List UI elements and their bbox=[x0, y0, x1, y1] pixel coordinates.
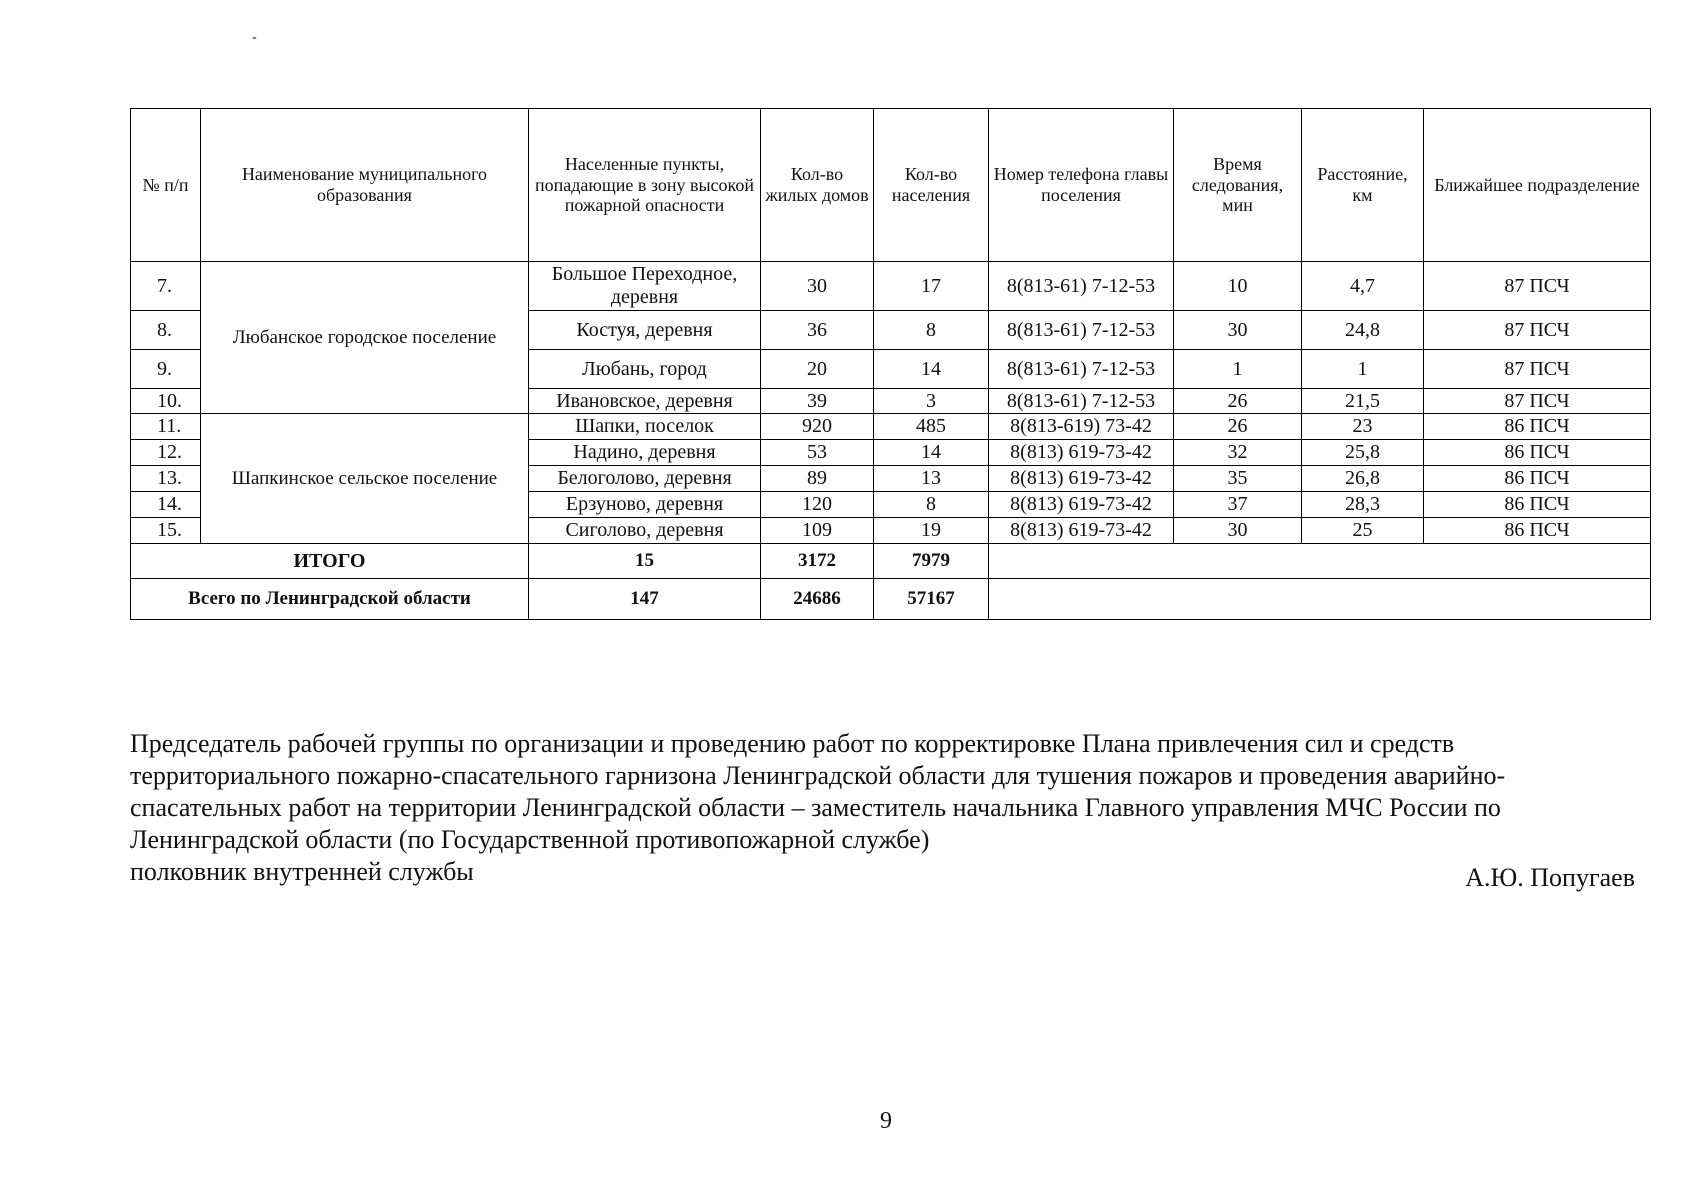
phone-cell: 8(813-61) 7-12-53 bbox=[989, 389, 1174, 414]
phone-cell: 8(813-61) 7-12-53 bbox=[989, 262, 1174, 311]
phone-cell: 8(813-619) 73-42 bbox=[989, 414, 1174, 440]
table-header-row bbox=[131, 109, 1651, 262]
distance-cell: 21,5 bbox=[1302, 389, 1424, 414]
row-num: 9. bbox=[131, 350, 201, 389]
distance-cell: 23 bbox=[1302, 414, 1424, 440]
total-empty bbox=[989, 544, 1651, 579]
row-num: 13. bbox=[131, 466, 201, 492]
population-cell: 8 bbox=[874, 311, 989, 350]
header-unit: Ближайшее подразделение bbox=[1424, 109, 1651, 262]
settlement-cell: Костуя, деревня bbox=[529, 311, 761, 350]
distance-cell: 25 bbox=[1302, 518, 1424, 544]
total-places: 15 bbox=[529, 544, 761, 579]
unit-cell: 86 ПСЧ bbox=[1424, 414, 1651, 440]
municipality-cell: Шапкинское сельское поселение bbox=[201, 414, 529, 544]
population-cell: 14 bbox=[874, 350, 989, 389]
header-phone: Номер телефона главы поселения bbox=[989, 109, 1174, 262]
row-num: 14. bbox=[131, 492, 201, 518]
time-cell: 26 bbox=[1174, 389, 1302, 414]
signatory-rank: полковник внутренней службы bbox=[130, 857, 474, 886]
settlement-cell: Ивановское, деревня bbox=[529, 389, 761, 414]
settlement-cell: Белоголово, деревня bbox=[529, 466, 761, 492]
time-cell: 30 bbox=[1174, 518, 1302, 544]
settlement-cell: Сиголово, деревня bbox=[529, 518, 761, 544]
fire-risk-table bbox=[130, 108, 1651, 620]
signatory-name: А.Ю. Попугаев bbox=[1465, 863, 1635, 892]
settlement-cell: Шапки, поселок bbox=[529, 414, 761, 440]
phone-cell: 8(813-61) 7-12-53 bbox=[989, 311, 1174, 350]
header-time: Время следования, мин bbox=[1174, 109, 1302, 262]
time-cell: 10 bbox=[1174, 262, 1302, 311]
unit-cell: 87 ПСЧ bbox=[1424, 350, 1651, 389]
region-total-houses: 24686 bbox=[761, 579, 874, 620]
settlement-cell: Большое Переходное, деревня bbox=[529, 262, 761, 311]
settlement-cell: Надино, деревня bbox=[529, 440, 761, 466]
distance-cell: 26,8 bbox=[1302, 466, 1424, 492]
unit-cell: 87 ПСЧ bbox=[1424, 262, 1651, 311]
houses-cell: 920 bbox=[761, 414, 874, 440]
time-cell: 26 bbox=[1174, 414, 1302, 440]
phone-cell: 8(813) 619-73-42 bbox=[989, 466, 1174, 492]
signature-line: Ленинградской области (по Государственной противопожарной службе) bbox=[130, 825, 930, 854]
row-num: 7. bbox=[131, 262, 201, 311]
time-cell: 37 bbox=[1174, 492, 1302, 518]
phone-cell: 8(813) 619-73-42 bbox=[989, 518, 1174, 544]
header-municipality: Наименование муниципального образования bbox=[201, 109, 529, 262]
unit-cell: 87 ПСЧ bbox=[1424, 311, 1651, 350]
population-cell: 3 bbox=[874, 389, 989, 414]
population-cell: 13 bbox=[874, 466, 989, 492]
distance-cell: 25,8 bbox=[1302, 440, 1424, 466]
population-cell: 19 bbox=[874, 518, 989, 544]
total-population: 7979 bbox=[874, 544, 989, 579]
unit-cell: 86 ПСЧ bbox=[1424, 492, 1651, 518]
time-cell: 1 bbox=[1174, 350, 1302, 389]
region-total-places: 147 bbox=[529, 579, 761, 620]
distance-cell: 28,3 bbox=[1302, 492, 1424, 518]
settlement-cell: Любань, город bbox=[529, 350, 761, 389]
row-num: 12. bbox=[131, 440, 201, 466]
unit-cell: 86 ПСЧ bbox=[1424, 518, 1651, 544]
header-num: № п/п bbox=[131, 109, 201, 262]
houses-cell: 20 bbox=[761, 350, 874, 389]
region-total-empty bbox=[989, 579, 1651, 620]
signature-block bbox=[130, 728, 1635, 856]
houses-cell: 120 bbox=[761, 492, 874, 518]
houses-cell: 30 bbox=[761, 262, 874, 311]
phone-cell: 8(813-61) 7-12-53 bbox=[989, 350, 1174, 389]
header-houses: Кол-во жилых домов bbox=[761, 109, 874, 262]
phone-cell: 8(813) 619-73-42 bbox=[989, 440, 1174, 466]
houses-cell: 36 bbox=[761, 311, 874, 350]
unit-cell: 86 ПСЧ bbox=[1424, 466, 1651, 492]
table-row bbox=[131, 262, 1651, 311]
time-cell: 30 bbox=[1174, 311, 1302, 350]
total-label: ИТОГО bbox=[131, 544, 529, 579]
houses-cell: 109 bbox=[761, 518, 874, 544]
houses-cell: 53 bbox=[761, 440, 874, 466]
header-distance: Расстояние, км bbox=[1302, 109, 1424, 262]
row-num: 11. bbox=[131, 414, 201, 440]
row-num: 15. bbox=[131, 518, 201, 544]
header-population: Кол-во населения bbox=[874, 109, 989, 262]
phone-cell: 8(813) 619-73-42 bbox=[989, 492, 1174, 518]
time-cell: 35 bbox=[1174, 466, 1302, 492]
houses-cell: 39 bbox=[761, 389, 874, 414]
row-num: 10. bbox=[131, 389, 201, 414]
signature-line: Председатель рабочей группы по организации и проведению работ по корректировке Плана привлечения сил и средств bbox=[130, 729, 1455, 758]
signature-line: территориального пожарно-спасательного гарнизона Ленинградской области для тушения пожаров и проведения аварийно- bbox=[130, 761, 1506, 790]
scan-mark: - bbox=[252, 30, 257, 45]
houses-cell: 89 bbox=[761, 466, 874, 492]
unit-cell: 86 ПСЧ bbox=[1424, 440, 1651, 466]
row-num: 8. bbox=[131, 311, 201, 350]
header-settlements: Населенные пункты, попадающие в зону высокой пожарной опасности bbox=[529, 109, 761, 262]
distance-cell: 24,8 bbox=[1302, 311, 1424, 350]
page-number: 9 bbox=[880, 1108, 892, 1134]
distance-cell: 1 bbox=[1302, 350, 1424, 389]
settlement-cell: Ерзуново, деревня bbox=[529, 492, 761, 518]
municipality-cell: Любанское городское поселение bbox=[201, 262, 529, 414]
population-cell: 8 bbox=[874, 492, 989, 518]
time-cell: 32 bbox=[1174, 440, 1302, 466]
table-row bbox=[131, 414, 1651, 440]
region-total-population: 57167 bbox=[874, 579, 989, 620]
signature-line: спасательных работ на территории Ленинградской области – заместитель начальника Главного управления МЧС России по bbox=[130, 793, 1501, 822]
total-houses: 3172 bbox=[761, 544, 874, 579]
total-row bbox=[131, 544, 1651, 579]
distance-cell: 4,7 bbox=[1302, 262, 1424, 311]
region-total-row bbox=[131, 579, 1651, 620]
population-cell: 14 bbox=[874, 440, 989, 466]
region-total-label: Всего по Ленинградской области bbox=[131, 579, 529, 620]
population-cell: 485 bbox=[874, 414, 989, 440]
population-cell: 17 bbox=[874, 262, 989, 311]
unit-cell: 87 ПСЧ bbox=[1424, 389, 1651, 414]
